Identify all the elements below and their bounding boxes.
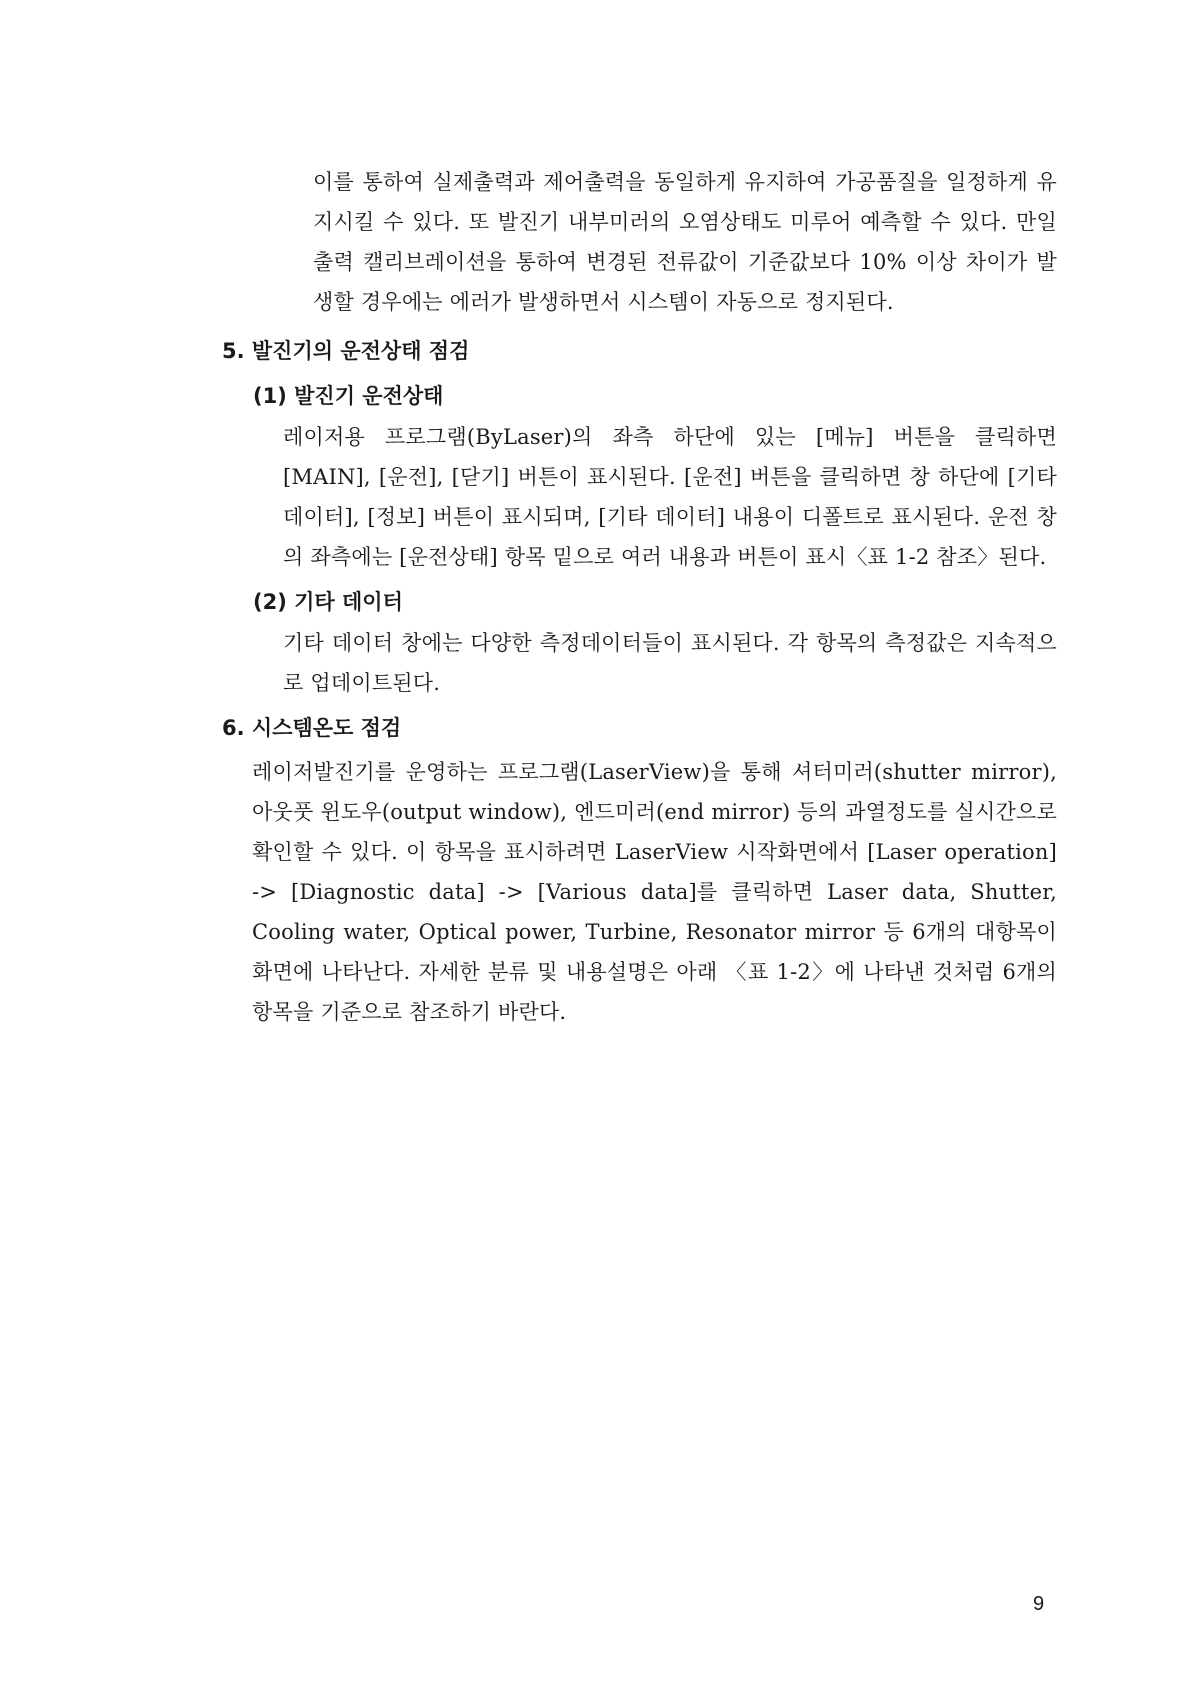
page-number: 9 <box>1033 1593 1045 1615</box>
subsection-5-1-body: 레이저용 프로그램(ByLaser)의 좌측 하단에 있는 [메뉴] 버튼을 클릭하면 [MAIN], [운전], [닫기] 버튼이 표시된다. [운전] 버튼을 클릭하면 창 하단에 [기타 데이터], [정보] 버튼이 표시되며, [기타 데이터] 내용이 디폴트로 표시된다. 운전 창의 좌측에는 [운전상태] 항목 밑으로 여러 내용과 버튼이 표시〈표 1-2 참조〉된다. <box>283 425 1057 569</box>
subsection-5-2-body: 기타 데이터 창에는 다양한 측정데이터들이 표시된다. 각 항목의 측정값은 지속적으로 업데이트된다. <box>283 631 1057 695</box>
subsection-5-2-heading: (2) 기타 데이터 <box>253 590 403 614</box>
section-5-heading: 5. 발진기의 운전상태 점검 <box>222 339 470 363</box>
section-6-body: 레이저발진기를 운영하는 프로그램(LaserView)을 통해 셔터미러(shutter mirror), 아웃풋 윈도우(output window), 엔드미러(end mirror) 등의 과열정도를 실시간으로 확인할 수 있다. 이 항목을 표시하려면 LaserView 시작화면에서 [Laser operation] -> [Diagnostic data] -> [Various data]를 클릭하면 Laser data, Shutter, Cooling water, Optical power, Turbine, Resonator mirror 등 6개의 대항목이 화면에 나타난다. 자세한 분류 및 내용설명은 아래 〈표 1-2〉에 나타낸 것처럼 6개의 항목을 기준으로 참조하기 바란다. <box>252 760 1057 1024</box>
intro-paragraph: 이를 통하여 실제출력과 제어출력을 동일하게 유지하여 가공품질을 일정하게 유지시킬 수 있다. 또 발진기 내부미러의 오염상태도 미루어 예측할 수 있다. 만일 출력 캘리브레이션을 통하여 변경된 전류값이 기준값보다 10% 이상 차이가 발생할 경우에는 에러가 발생하면서 시스템이 자동으로 정지된다. <box>313 170 1057 314</box>
section-6-heading: 6. 시스템온도 점검 <box>222 716 402 740</box>
subsection-5-1-heading: (1) 발진기 운전상태 <box>253 384 444 408</box>
